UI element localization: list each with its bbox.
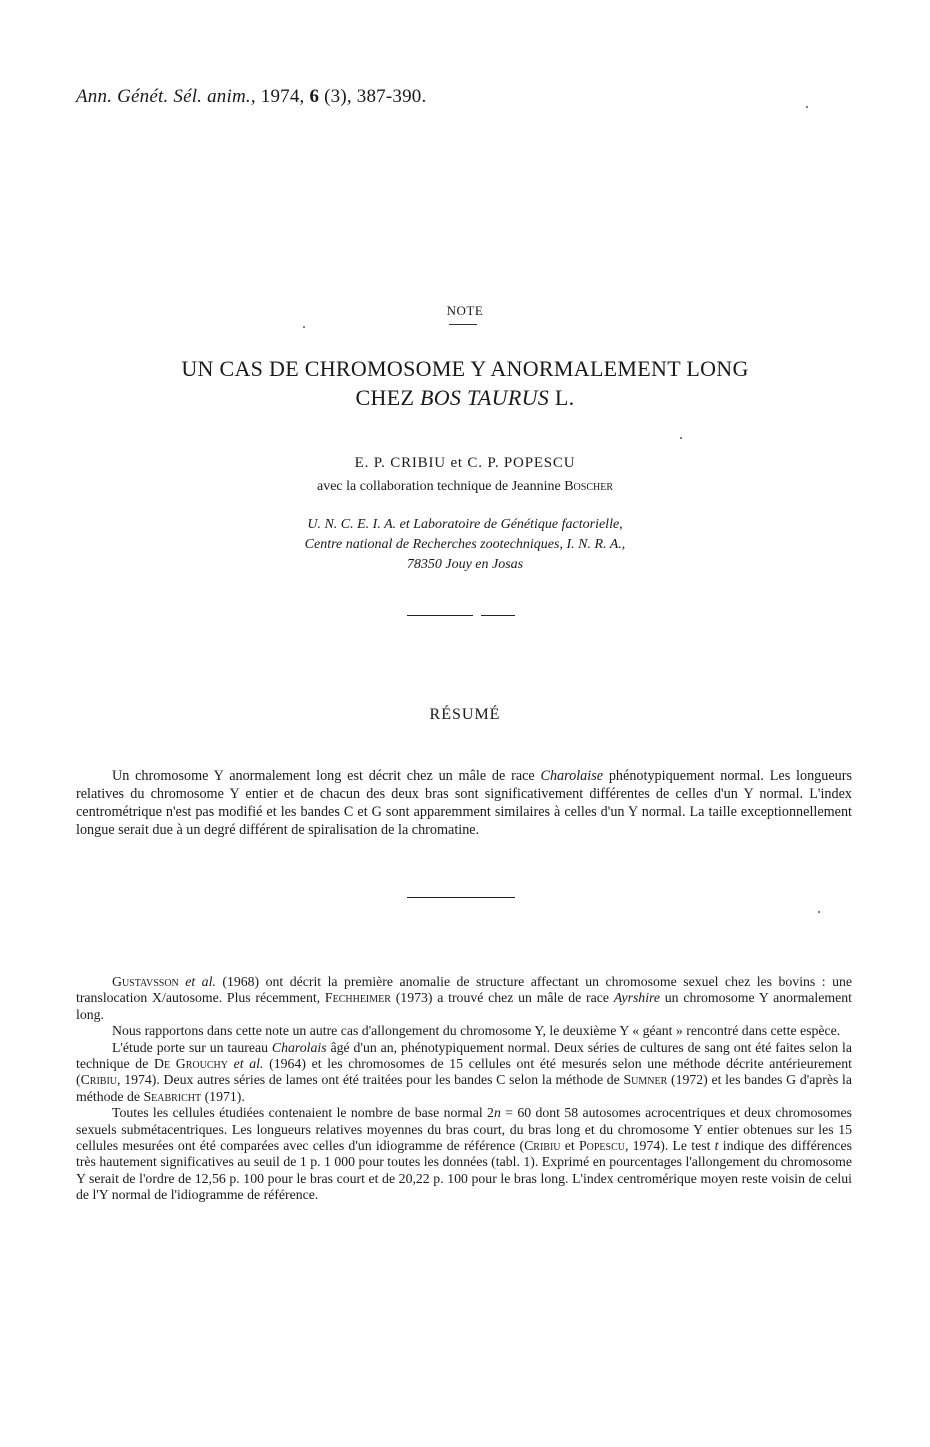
citation-volume: 6 (309, 86, 320, 107)
breed-name: Charolais (271, 1039, 327, 1055)
affiliation-line-1: U. N. C. E. I. A. et Laboratoire de Génétique factorielle, (307, 517, 623, 532)
collaboration-line (0, 479, 930, 495)
paragraph (76, 974, 852, 1023)
author-ref: Cribiu (524, 1138, 561, 1154)
collaborator-name: Boscher (564, 479, 614, 494)
paragraph-text: , 1974). Le test (624, 1138, 715, 1154)
speck (303, 326, 305, 328)
author-ref: De Grouchy (154, 1056, 228, 1072)
abstract (76, 767, 852, 839)
speck (680, 437, 682, 439)
author-ref: Popescu (578, 1138, 625, 1154)
title-line-1: UN CAS DE CHROMOSOME Y ANORMALEMENT LONG (181, 356, 749, 381)
speck (818, 911, 820, 913)
collaboration-prefix: avec la collaboration technique de Jeannine (316, 479, 565, 494)
abstract-text: Un chromosome Y anormalement long est décrit chez un mâle de race (112, 768, 541, 784)
separator-rule (481, 615, 515, 616)
author-ref: Fechheimer (324, 990, 391, 1006)
paragraph-text: , 1974). Deux autres séries de lames ont été traitées pour les bandes C selon la méthode de (117, 1072, 624, 1088)
paragraph-text: (1972) et les bandes G d'après la méthode de (76, 1072, 853, 1104)
section-label: NOTE (446, 303, 484, 318)
abstract-text: phénotypiquement normal. Les longueurs relatives du chromosome Y entier et de chacun des deux bras sont significativement différentes de celles d'un Y normal. L'index centrométrique n'est pas modifié et les bandes C et G sont apparemment similaires à celles d'un Y normal. La taille exceptionnellement longue serait due à un degré différent de spiralisation de la chromatine. (76, 768, 852, 838)
author-ref: Seabricht (143, 1088, 202, 1104)
paragraph-text: L'étude porte sur un taureau (112, 1039, 272, 1055)
paragraph: Nous rapportons dans cette note un autre cas d'allongement du chromosome Y, le deuxième Y « géant » rencontré dans cette espèce. (112, 1023, 841, 1039)
affiliation (0, 515, 930, 575)
author-ref: Gustavsson (112, 974, 179, 989)
speck (806, 106, 808, 108)
species-name: BOS TAURUS (420, 385, 550, 410)
paragraph (76, 1040, 852, 1106)
affiliation-line-3: 78350 Jouy en Josas (406, 557, 524, 572)
article-title (0, 354, 930, 412)
paragraph (76, 1105, 852, 1203)
separator-rule (407, 897, 515, 898)
paragraph-text: (1971). (201, 1088, 245, 1104)
paragraph-text: Toutes les cellules étudiées contenaient le nombre de base normal 2 (112, 1105, 494, 1121)
title-line-2 (0, 383, 930, 412)
separator-rule (407, 615, 473, 616)
paragraph-text: indique des différences très hautement significatives au seuil de 1 p. 1 000 pour toutes les données (tabl. 1). Exprimé en pourcentages l'allongement du chromosome Y serait de l'ordre de 12,56 p. 100 pour le bras court et de 20,22 p. 100 pour le bras long. L'index centromérique moyen reste voisin de celui de l'Y normal de l'idiogramme de référence. (76, 1138, 852, 1203)
paragraph-text: (1964) et les chromosomes de 15 cellules ont été mesurés selon une méthode décrite antérieurement ( (76, 1056, 853, 1088)
citation-year: , 1974, (250, 86, 310, 107)
et-al: et al. (178, 974, 216, 989)
abstract-heading: RÉSUMÉ (429, 706, 501, 723)
citation-issue-pages: (3), 387-390. (319, 86, 427, 107)
note-underline (449, 324, 477, 325)
paragraph-text: (1973) a trouvé chez un mâle de race (390, 990, 614, 1006)
paragraph-text: âgé d'un an, phénotypiquement normal. Deux séries de cultures de sang ont été faites selon la technique de (76, 1039, 853, 1072)
affiliation-line-2: Centre national de Recherches zootechniques, I. N. R. A., (304, 537, 626, 552)
author-ref: Cribiu (80, 1072, 118, 1088)
abstract-paragraph (76, 767, 852, 839)
paragraph-text: et (560, 1138, 579, 1154)
paragraph-text: un chromosome Y anormalement long. (76, 990, 852, 1022)
breed-name: Ayrshire (613, 990, 661, 1006)
variable-n: n (493, 1105, 501, 1121)
et-al: et al. (227, 1056, 264, 1072)
body-text (76, 974, 852, 1204)
title-prefix: CHEZ (355, 385, 420, 410)
author-ref: Sumner (623, 1072, 668, 1088)
breed-name: Charolaise (540, 768, 604, 784)
paragraph-text: = 60 dont 58 autosomes acrocentriques et deux chromosomes sexuels submétacentriques. Les longueurs relatives moyennes du bras court, du bras long et du chromosome Y entier obtenues sur les 15 cellules mesurées ont été comparées avec celles d'un idiogramme de référence ( (76, 1105, 852, 1154)
journal-name: Ann. Génét. Sél. anim. (76, 86, 251, 107)
variable-t: t (714, 1138, 719, 1154)
journal-citation (76, 86, 426, 108)
authors: E. P. CRIBIU et C. P. POPESCU (354, 455, 576, 471)
paragraph-text: (1968) ont décrit la première anomalie de structure affectant un chromosome sexuel chez les bovins : une translocation X/autosome. Plus récemment, (76, 974, 852, 1006)
title-suffix: L. (549, 385, 575, 410)
